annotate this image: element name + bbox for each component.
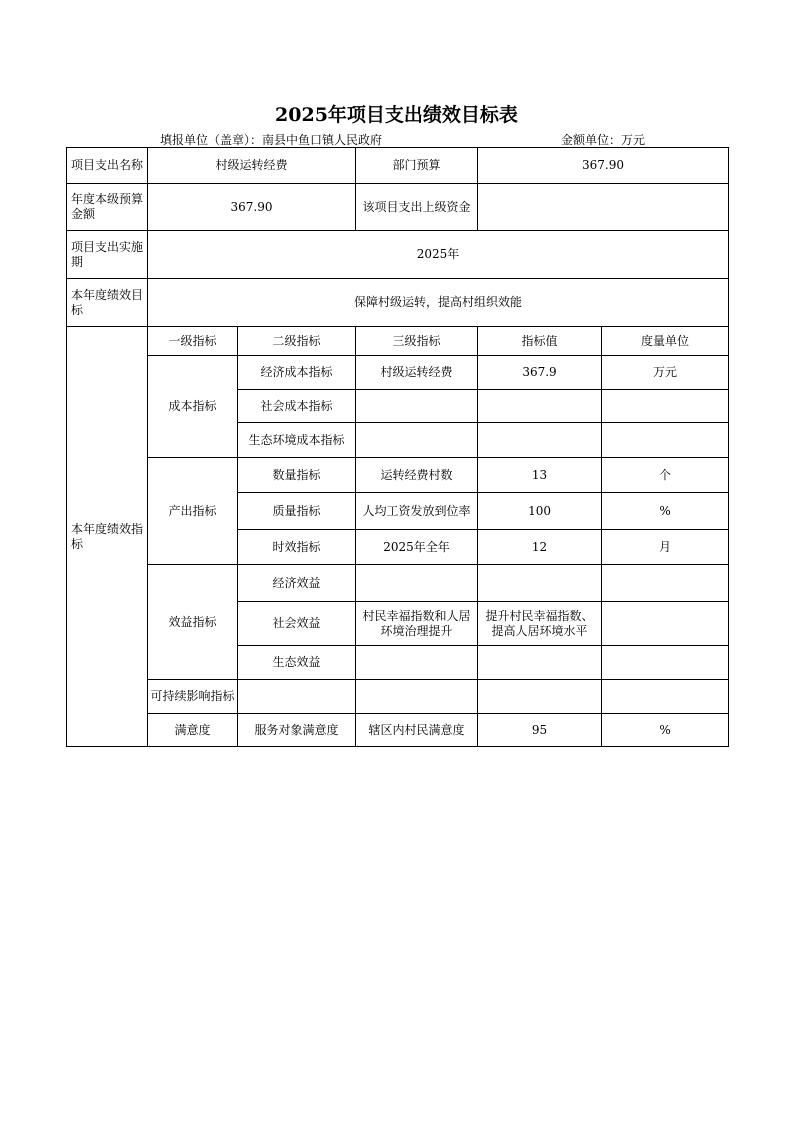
indicator-unit <box>602 423 729 458</box>
indicator-unit <box>602 680 729 714</box>
amount-unit: 金额单位：万元 <box>561 133 646 147</box>
header-unit: 度量单位 <box>602 327 729 356</box>
header-level2: 二级指标 <box>238 327 356 356</box>
indicator-unit <box>602 602 729 646</box>
indicator-unit: 个 <box>602 458 729 493</box>
indicator-l3 <box>356 390 478 423</box>
indicator-l2: 服务对象满意度 <box>238 714 356 747</box>
header-level3: 三级指标 <box>356 327 478 356</box>
goal-label: 本年度绩效目标 <box>67 279 148 327</box>
table-row <box>67 458 729 493</box>
upper-fund-value <box>478 184 729 231</box>
indicator-l2: 社会效益 <box>238 602 356 646</box>
indicator-value: 367.9 <box>478 356 602 390</box>
indicator-value: 100 <box>478 493 602 530</box>
indicator-l2 <box>238 680 356 714</box>
indicator-value <box>478 646 602 680</box>
table-row <box>67 148 729 184</box>
indicator-l2: 质量指标 <box>238 493 356 530</box>
indicator-unit: 月 <box>602 530 729 565</box>
dept-budget-label: 部门预算 <box>356 148 478 184</box>
indicator-l2: 生态效益 <box>238 646 356 680</box>
group-satisfaction: 满意度 <box>148 714 238 747</box>
table-header-row <box>67 327 729 356</box>
period-label: 项目支出实施期 <box>67 231 148 279</box>
group-benefit: 效益指标 <box>148 565 238 680</box>
project-name-label: 项目支出名称 <box>67 148 148 184</box>
indicator-value: 95 <box>478 714 602 747</box>
indicator-l2: 经济成本指标 <box>238 356 356 390</box>
indicator-l2: 经济效益 <box>238 565 356 602</box>
indicator-l2: 生态环境成本指标 <box>238 423 356 458</box>
goal-value: 保障村级运转，提高村组织效能 <box>148 279 729 327</box>
table-row <box>67 279 729 327</box>
indicator-unit <box>602 565 729 602</box>
indicator-l3: 村级运转经费 <box>356 356 478 390</box>
indicator-unit: % <box>602 493 729 530</box>
group-output: 产出指标 <box>148 458 238 565</box>
group-sustain: 可持续影响指标 <box>148 680 238 714</box>
group-cost: 成本指标 <box>148 356 238 458</box>
indicator-l3: 2025年全年 <box>356 530 478 565</box>
indicator-l2: 社会成本指标 <box>238 390 356 423</box>
indicator-l3: 辖区内村民满意度 <box>356 714 478 747</box>
indicator-value: 13 <box>478 458 602 493</box>
header-level1: 一级指标 <box>148 327 238 356</box>
indicator-l3: 村民幸福指数和人居环境治理提升 <box>356 602 478 646</box>
header-value: 指标值 <box>478 327 602 356</box>
upper-fund-label: 该项目支出上级资金 <box>356 184 478 231</box>
indicator-l3: 运转经费村数 <box>356 458 478 493</box>
annual-budget-label: 年度本级预算金额 <box>67 184 148 231</box>
indicator-unit <box>602 390 729 423</box>
table-row <box>67 184 729 231</box>
period-value: 2025年 <box>148 231 729 279</box>
annual-budget-value: 367.90 <box>148 184 356 231</box>
table-row <box>67 714 729 747</box>
indicator-value <box>478 423 602 458</box>
dept-budget-value: 367.90 <box>478 148 729 184</box>
indicator-l3 <box>356 646 478 680</box>
indicators-label: 本年度绩效指标 <box>67 327 148 747</box>
indicator-l3: 人均工资发放到位率 <box>356 493 478 530</box>
table-row <box>67 356 729 390</box>
indicator-value <box>478 565 602 602</box>
indicator-value: 提升村民幸福指数、提高人居环境水平 <box>478 602 602 646</box>
reporting-unit: 填报单位（盖章）：南县中鱼口镇人民政府 <box>160 133 383 147</box>
table-row <box>67 565 729 602</box>
indicator-l3 <box>356 423 478 458</box>
indicator-unit <box>602 646 729 680</box>
indicator-unit: 万元 <box>602 356 729 390</box>
indicator-l3 <box>356 565 478 602</box>
performance-target-table <box>66 147 729 747</box>
table-row <box>67 680 729 714</box>
indicator-l2: 时效指标 <box>238 530 356 565</box>
indicator-value: 12 <box>478 530 602 565</box>
indicator-value <box>478 390 602 423</box>
indicator-value <box>478 680 602 714</box>
indicator-l3 <box>356 680 478 714</box>
project-name-value: 村级运转经费 <box>148 148 356 184</box>
table-row <box>67 231 729 279</box>
indicator-l2: 数量指标 <box>238 458 356 493</box>
indicator-unit: % <box>602 714 729 747</box>
page-title: 2025年项目支出绩效目标表 <box>275 104 518 126</box>
